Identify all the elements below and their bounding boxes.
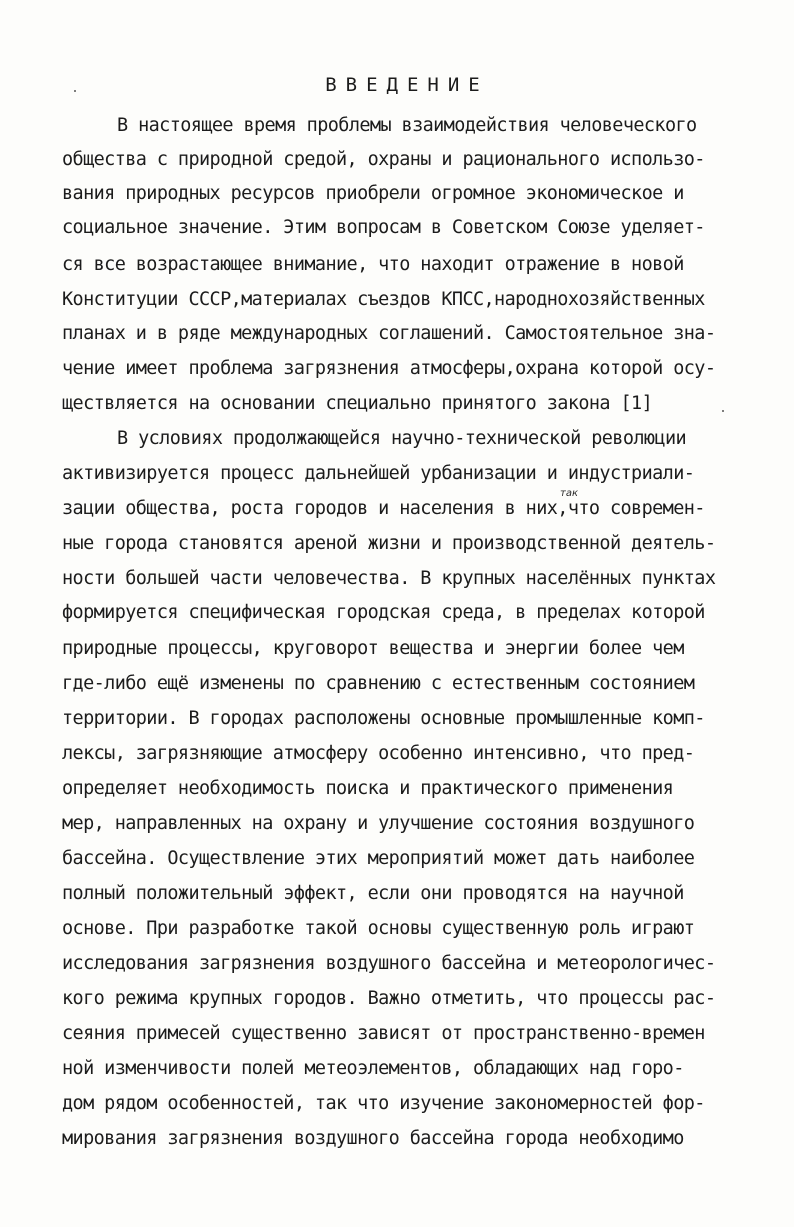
text-line: вания природных ресурсов приобрели огромное экономическое и: [62, 183, 684, 204]
text-line: лексы, загрязняющие атмосферу особенно интенсивно, что пред-: [62, 743, 695, 764]
text-line: кого режима крупных городов. Важно отметить, что процессы рас-: [62, 988, 716, 1009]
text-line: активизируется процесс дальнейшей урбанизации и индустриали-: [62, 463, 695, 484]
text-line: полный положительный эффект, если они проводятся на научной: [62, 883, 684, 904]
speck-mark: [74, 90, 76, 92]
text-line: исследования загрязнения воздушного бассейна и метеорологичес-: [62, 953, 716, 974]
text-line: мирования загрязнения воздушного бассейна города необходимо: [62, 1128, 684, 1149]
text-line: бассейна. Осуществление этих мероприятий может дать наиболее: [62, 848, 695, 869]
text-line: природные процессы, круговорот вещества и энергии более чем: [62, 638, 684, 659]
text-line: территории. В городах расположены основные промышленные комп-: [62, 708, 705, 729]
text-line: ные города становятся ареной жизни и производственной деятель-: [62, 533, 716, 554]
text-line: В условиях продолжающейся научно-технической революции: [117, 428, 687, 449]
text-line: ной изменчивости полей метеоэлементов, обладающих над горо-: [62, 1058, 684, 1079]
speck-mark: [722, 410, 724, 412]
text-line: ществляется на основании специально принятого закона [1]: [62, 393, 653, 414]
text-line: планах и в ряде международных соглашений. Самостоятельное зна-: [62, 323, 716, 344]
text-line: где-либо ещё изменены по сравнению с естественным состоянием: [62, 673, 695, 694]
text-line: дом рядом особенностей, так что изучение закономерностей фор-: [62, 1093, 705, 1114]
text-line: социальное значение. Этим вопросам в Советском Союзе уделяет-: [62, 217, 705, 238]
text-line: общества с природной средой, охраны и рационального использо-: [62, 149, 705, 170]
text-line: основе. При разработке такой основы существенную роль играют: [62, 918, 695, 939]
text-line: ности большей части человечества. В крупных населённых пунктах: [62, 568, 716, 589]
text-line: определяет необходимость поиска и практического применения: [62, 778, 674, 799]
text-line: В настоящее время проблемы взаимодействия человеческого: [117, 115, 697, 136]
page-title: ВВЕДЕНИЕ: [325, 74, 489, 96]
text-line: мер, направленных на охрану и улучшение состояния воздушного: [62, 813, 695, 834]
text-line: формируется специфическая городская среда, в пределах которой: [62, 602, 705, 623]
handwritten-note: так: [560, 488, 578, 499]
text-line: чение имеет проблема загрязнения атмосферы,охрана которой осу-: [62, 358, 716, 379]
text-line: сеяния примесей существенно зависят от пространственно-времен: [62, 1023, 705, 1044]
text-line: ся все возрастающее внимание, что находит отражение в новой: [62, 254, 684, 275]
text-line: зации общества, роста городов и населения в них,что современ-: [62, 498, 705, 519]
text-line: Конституции СССР,материалах съездов КПСС,народнохозяйственных: [62, 289, 705, 310]
